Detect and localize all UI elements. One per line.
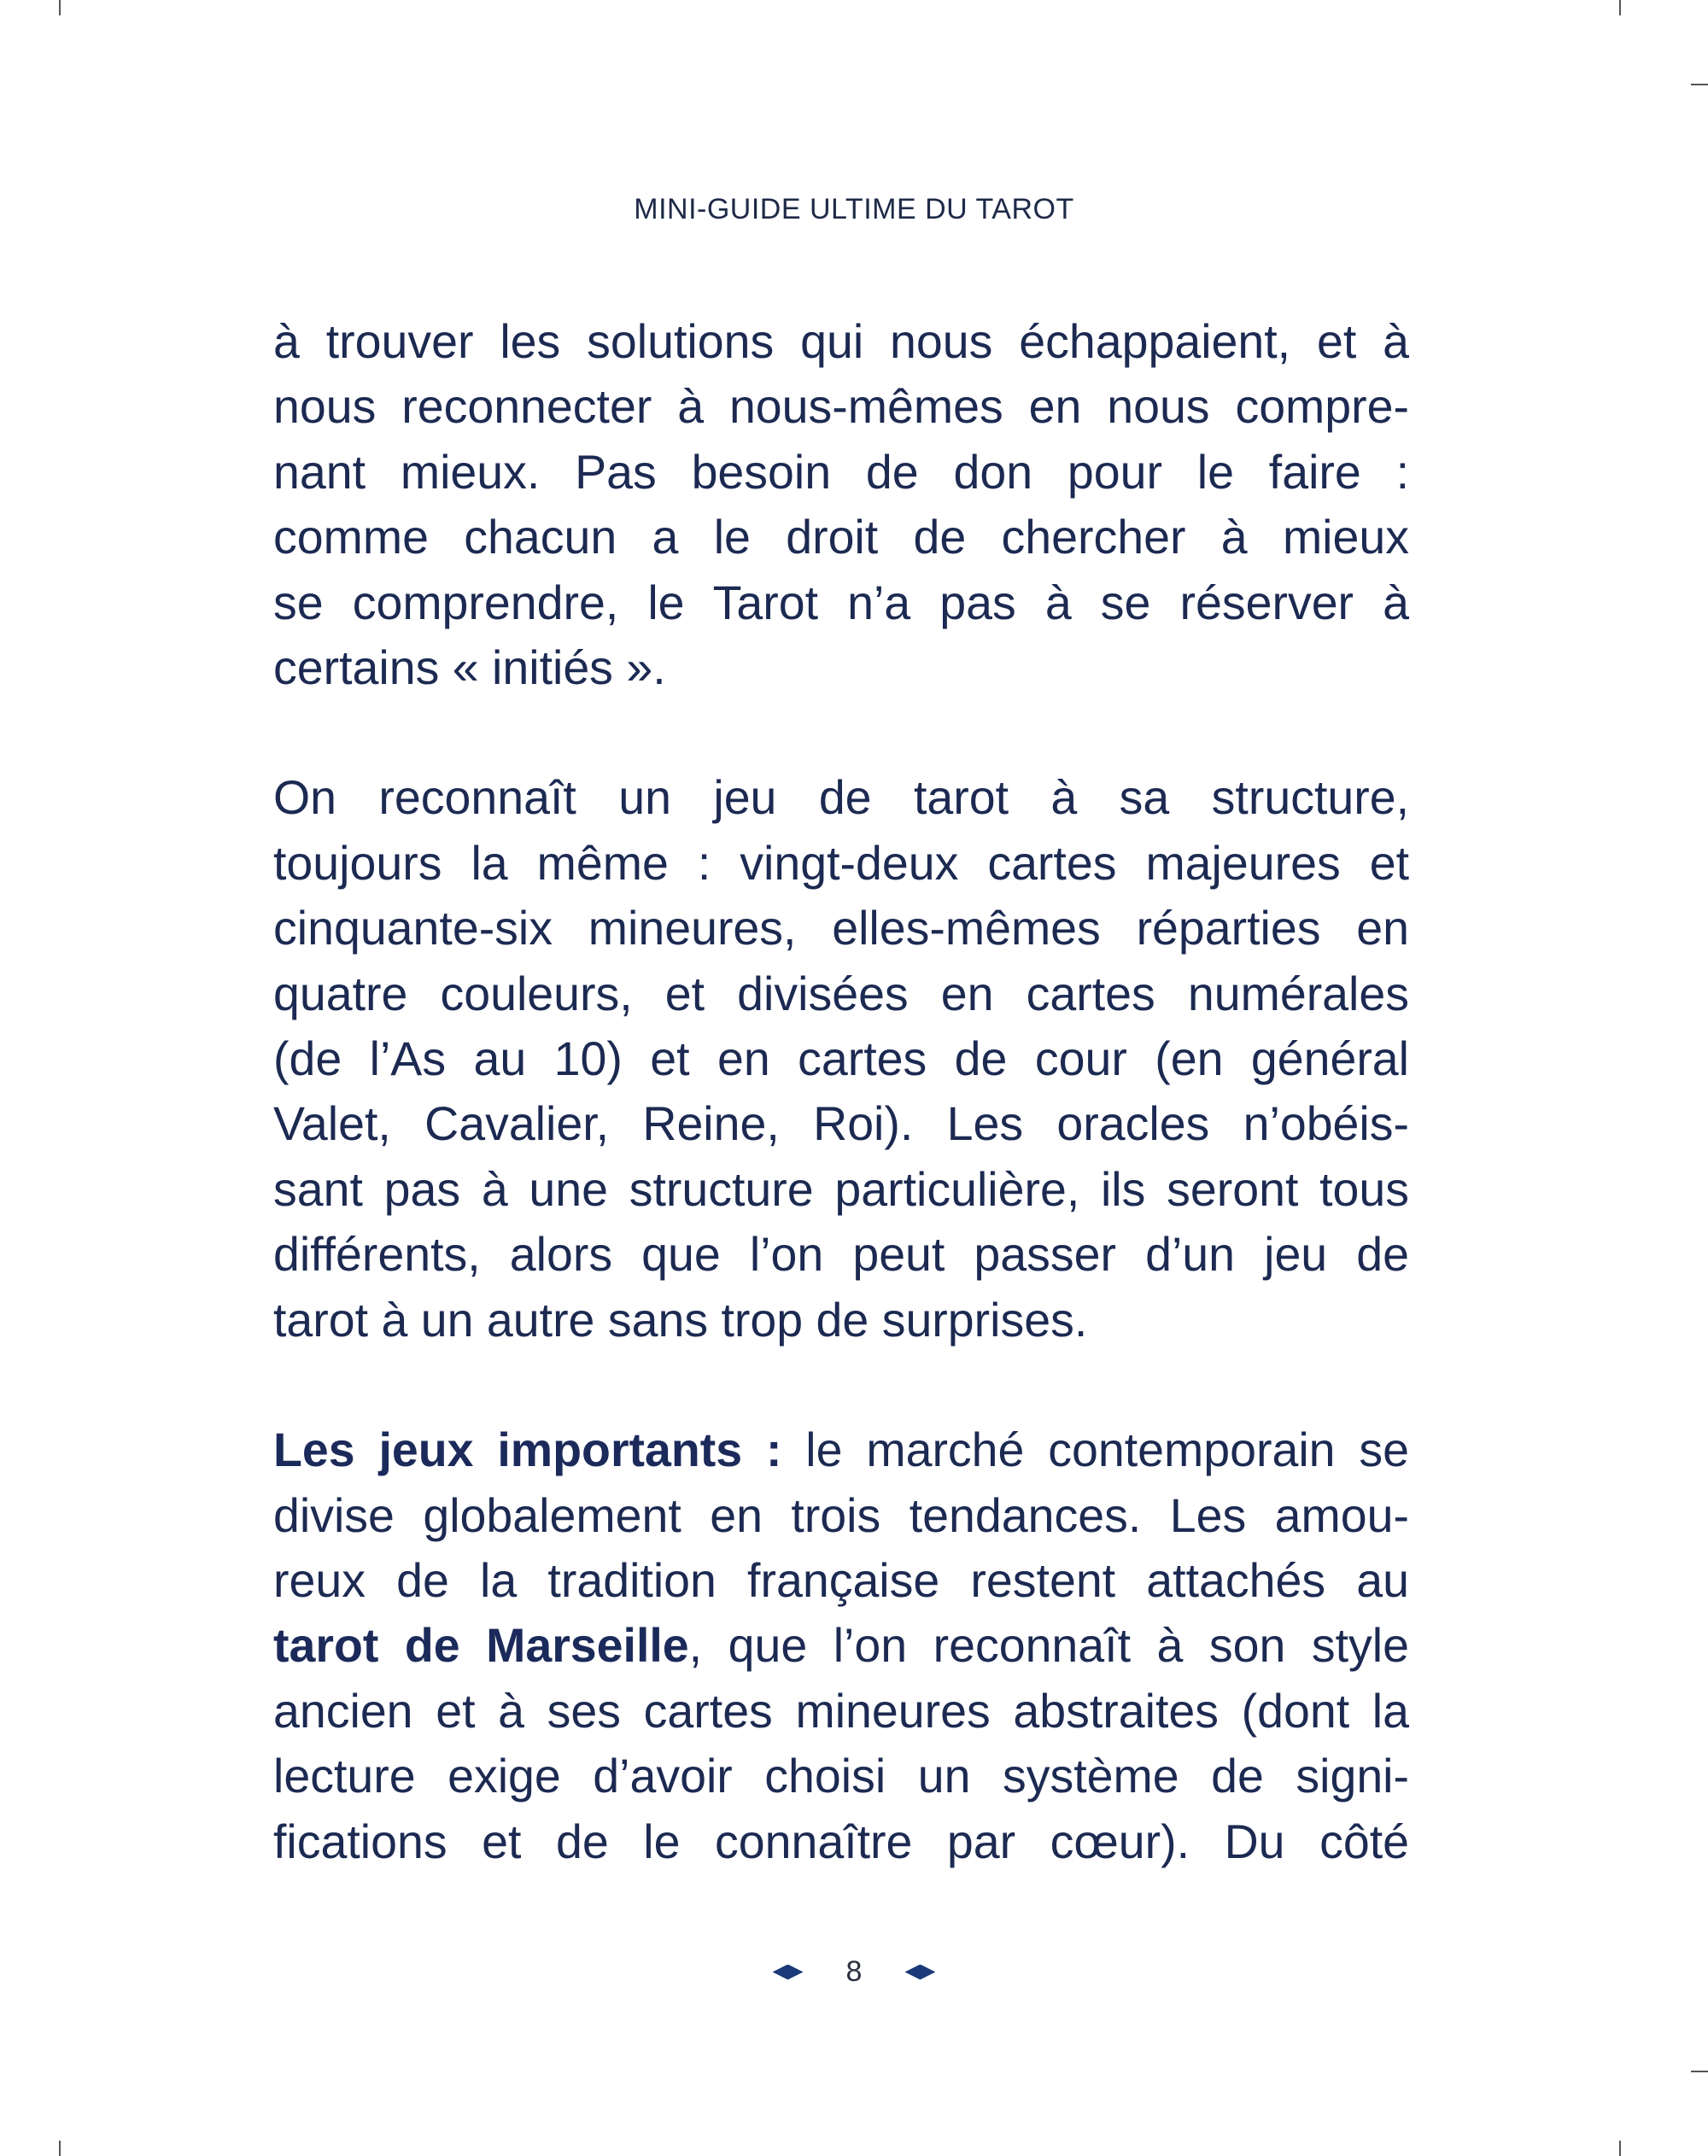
text-line: différents, alors que l’on peut passer d’un jeu de (273, 1228, 1409, 1282)
text-line: quatre couleurs, et divisées en cartes numérales (273, 967, 1409, 1020)
text-line: nous reconnecter à nous-mêmes en nous compre- (273, 380, 1409, 434)
crop-mark-right-top (1691, 84, 1708, 85)
crop-mark-bottom-left (59, 2141, 61, 2156)
text-line: toujours la même : vingt-deux cartes majeures et (273, 836, 1409, 890)
text-line: comme chacun a le droit de chercher à mieux (273, 511, 1409, 564)
text-line: (de l’As au 10) et en cartes de cour (en général (273, 1032, 1409, 1086)
crop-mark-bottom-right (1619, 2141, 1621, 2156)
text-line: fications et de le connaître par cœur). Du côté (273, 1814, 1409, 1868)
bold-lead-in: Les jeux importants : (273, 1423, 782, 1477)
text-line: ancien et à ses cartes mineures abstraites (dont la (273, 1684, 1409, 1738)
body-text (273, 309, 1409, 1874)
text-line: lecture exige d’avoir choisi un système de signi- (273, 1750, 1409, 1803)
paragraph-3 (273, 1417, 1409, 1874)
text-line (273, 1613, 1409, 1678)
text-line: tarot à un autre sans trop de surprises. (273, 1293, 1088, 1347)
text-line: nant mieux. Pas besoin de don pour le faire : (273, 445, 1409, 499)
text-line: reux de la tradition française restent attachés au (273, 1553, 1409, 1607)
text-line: à trouver les solutions qui nous échappaient, et à (273, 315, 1409, 368)
text-run: , que l’on reconnaît à son style (688, 1619, 1409, 1673)
paragraph-2 (273, 765, 1409, 1353)
diamond-icon (904, 1965, 935, 1980)
diamond-icon (773, 1965, 804, 1980)
text-line: On reconnaît un jeu de tarot à sa structure, (273, 771, 1409, 825)
text-line: se comprendre, le Tarot n’a pas à se réserver à (273, 576, 1409, 629)
paragraph-1 (273, 309, 1409, 700)
text-line: sant pas à une structure particulière, ils seront tous (273, 1162, 1409, 1216)
page-number: 8 (845, 1955, 863, 1988)
crop-mark-top-right (1619, 0, 1621, 15)
bold-term: tarot de Marseille (273, 1619, 689, 1673)
crop-mark-top-left (59, 0, 61, 15)
crop-mark-right-bottom (1691, 2071, 1708, 2072)
text-line: Valet, Cavalier, Reine, Roi). Les oracles n’obéis- (273, 1097, 1409, 1151)
text-line: certains « initiés ». (273, 641, 666, 695)
text-line: cinquante-six mineures, elles-mêmes réparties en (273, 902, 1409, 955)
page-footer (0, 1955, 1708, 1989)
text-line (273, 1417, 1409, 1482)
text-run: le marché contemporain se (781, 1423, 1409, 1477)
running-head: MINI-GUIDE ULTIME DU TAROT (634, 193, 1074, 225)
text-line: divise globalement en trois tendances. Les amou- (273, 1488, 1409, 1542)
